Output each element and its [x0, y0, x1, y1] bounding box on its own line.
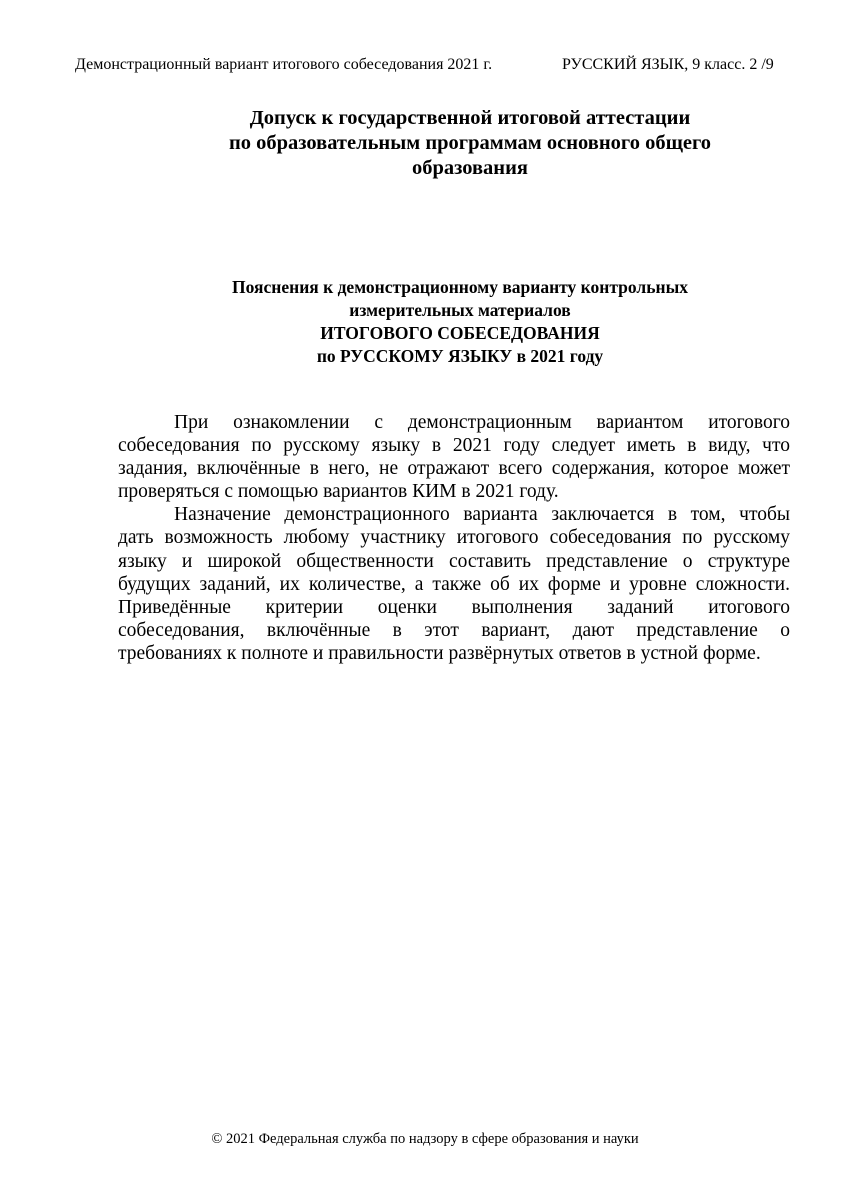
text-line: проверяться с помощью вариантов КИМ в 2021 году.	[118, 481, 559, 503]
text-line: Назначение демонстрационного варианта заключается в том, чтобы	[174, 504, 790, 526]
running-header-right: РУССКИЙ ЯЗЫК, 9 класс. 2 /9	[562, 56, 774, 73]
title-line: по образовательным программам основного общего	[228, 132, 712, 154]
text-line: Приведённые критерии оценки выполнения заданий итогового	[118, 596, 790, 618]
document-title	[150, 106, 790, 181]
page-footer: © 2021 Федеральная служба по надзору в сфере образования и науки	[211, 1131, 639, 1147]
text-line: дать возможность любому участнику итогового собеседования по русскому	[118, 527, 790, 549]
paragraph-1	[118, 411, 790, 503]
title-line: образования	[411, 157, 529, 179]
text-line: требованиях к полноте и правильности развёрнутых ответов в устной форме.	[118, 642, 761, 664]
paragraph-2	[118, 503, 790, 665]
section-heading	[150, 276, 770, 368]
text-line: будущих заданий, их количестве, а также об их форме и уровне сложности.	[118, 573, 790, 595]
text-line: собеседования, включённые в этот вариант, дают представление о	[118, 619, 790, 641]
heading-line: измерительных материалов	[349, 300, 571, 320]
body-text	[118, 411, 790, 665]
heading-line: по РУССКОМУ ЯЗЫКУ в 2021 году	[316, 346, 604, 366]
text-line: собеседования по русскому языку в 2021 году следует иметь в виду, что	[118, 435, 790, 457]
heading-line: Пояснения к демонстрационному варианту контрольных	[232, 277, 688, 297]
title-line: Допуск к государственной итоговой аттестации	[249, 107, 691, 129]
heading-line: ИТОГОВОГО СОБЕСЕДОВАНИЯ	[320, 323, 600, 343]
text-line: языку и широкой общественности составить представление о структуре	[118, 550, 790, 572]
running-header-left: Демонстрационный вариант итогового собеседования 2021 г.	[75, 56, 493, 73]
text-line: При ознакомлении с демонстрационным вариантом итогового	[174, 412, 790, 433]
text-line: задания, включённые в него, не отражают всего содержания, которое может	[118, 458, 790, 480]
